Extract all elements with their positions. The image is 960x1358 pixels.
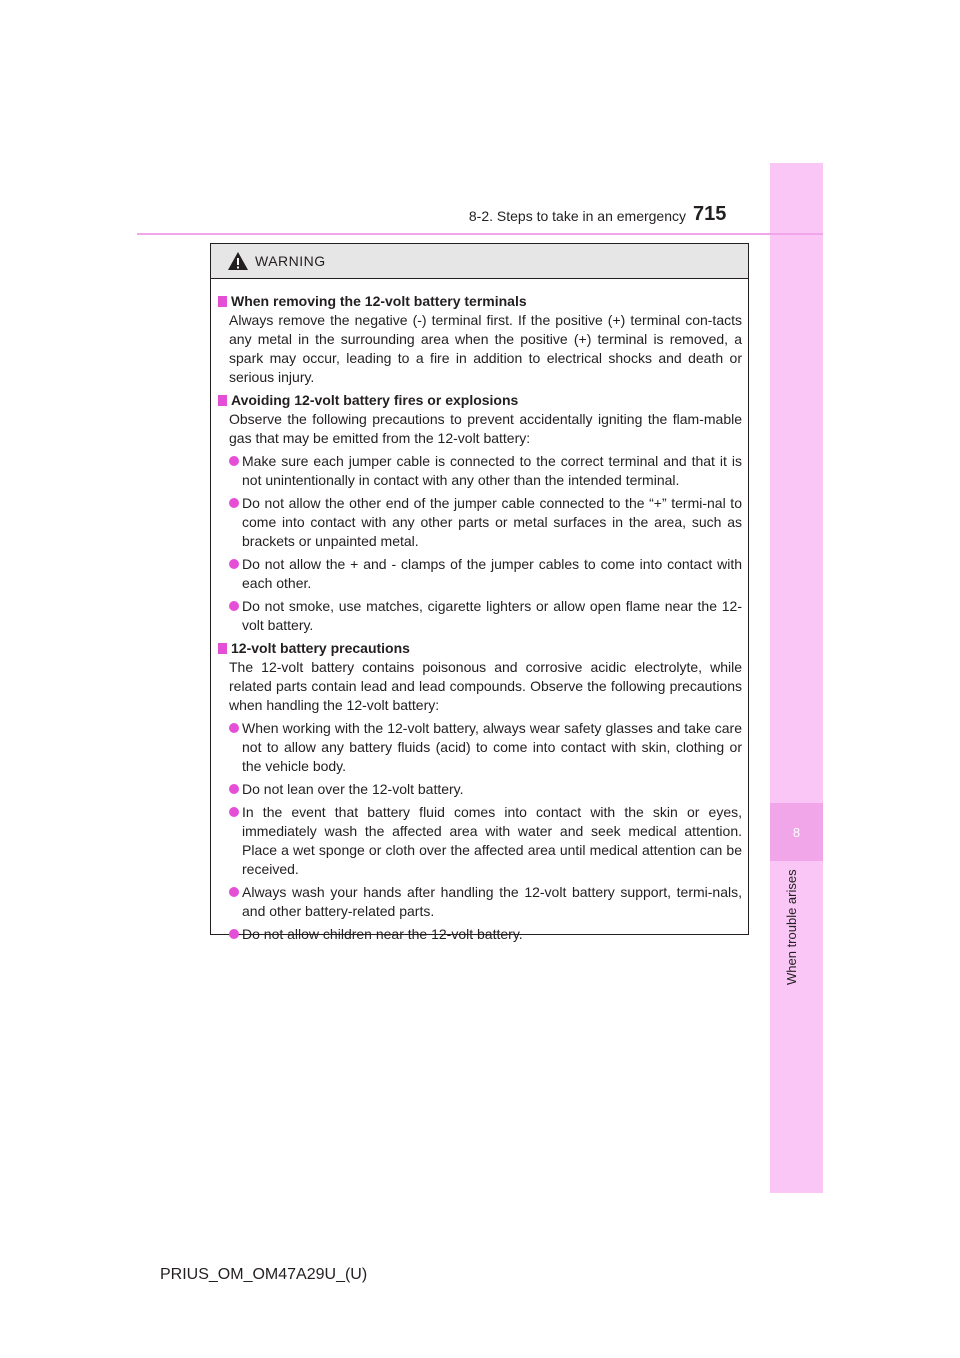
section-heading: When removing the 12-volt battery terminals: [217, 292, 742, 311]
bullet-item: Do not smoke, use matches, cigarette lighters or allow open flame near the 12-volt battery.: [217, 597, 742, 635]
bullet-item: In the event that battery fluid comes into contact with the skin or eyes, immediately wash the affected area with water and seek medical attention. Place a wet sponge or cloth over the affected area until medical attention can be received.: [217, 803, 742, 879]
bullet-item: Make sure each jumper cable is connected to the correct terminal and that it is not unintentionally in contact with any other than the intended terminal.: [217, 452, 742, 490]
document-code: PRIUS_OM_OM47A29U_(U): [160, 1266, 368, 1283]
circle-bullet-icon: [229, 784, 239, 794]
chapter-title: When trouble arises: [784, 869, 799, 985]
bullet-item: Do not allow the + and - clamps of the jumper cables to come into contact with each other.: [217, 555, 742, 593]
section-text: The 12-volt battery contains poisonous and corrosive acidic electrolyte, while related parts contain lead and lead compounds. Observe the following precautions when handling the 12-volt battery:: [229, 659, 742, 713]
section-title: 8-2. Steps to take in an emergency: [468, 208, 686, 224]
square-bullet-icon: [218, 395, 227, 406]
warning-header: [211, 244, 748, 279]
bullet-item: Do not lean over the 12-volt battery.: [217, 780, 742, 799]
chapter-number: 8: [770, 803, 823, 861]
warning-content: [211, 279, 748, 944]
warning-box: [210, 243, 749, 942]
bullet-item: Do not allow the other end of the jumper cable connected to the “+” termi-nal to come into contact with any other parts or metal surfaces in the area, such as brackets or unpainted metal.: [217, 494, 742, 551]
bullet-item: Always wash your hands after handling the 12-volt battery support, termi-nals, and other battery-related parts.: [217, 883, 742, 921]
page-number: 715: [693, 203, 727, 225]
section-heading: 12-volt battery precautions: [217, 639, 742, 658]
chapter-side-tab: [770, 163, 823, 1193]
circle-bullet-icon: [229, 601, 239, 611]
bullet-item: Do not allow children near the 12-volt battery.: [217, 925, 742, 944]
circle-bullet-icon: [229, 807, 239, 817]
circle-bullet-icon: [229, 498, 239, 508]
warning-title: WARNING: [255, 253, 326, 269]
warning-triangle-icon: [227, 251, 249, 271]
circle-bullet-icon: [229, 929, 239, 939]
circle-bullet-icon: [229, 887, 239, 897]
circle-bullet-icon: [229, 559, 239, 569]
square-bullet-icon: [218, 296, 227, 307]
circle-bullet-icon: [229, 723, 239, 733]
section-heading: Avoiding 12-volt battery fires or explosions: [217, 391, 742, 410]
bullet-item: When working with the 12-volt battery, always wear safety glasses and take care not to allow any battery fluids (acid) to come into contact with skin, clothing or the vehicle body.: [217, 719, 742, 776]
circle-bullet-icon: [229, 456, 239, 466]
section-text: Always remove the negative (-) terminal first. If the positive (+) terminal con-tacts any metal in the surrounding area when the positive (+) terminal is removed, a spark may occur, leading to a fire in addition to electrical shocks and death or serious injury.: [229, 312, 742, 385]
header-divider: [137, 233, 823, 235]
square-bullet-icon: [218, 643, 227, 654]
section-text: Observe the following precautions to prevent accidentally igniting the flam-mable gas that may be emitted from the 12-volt battery:: [229, 411, 742, 446]
